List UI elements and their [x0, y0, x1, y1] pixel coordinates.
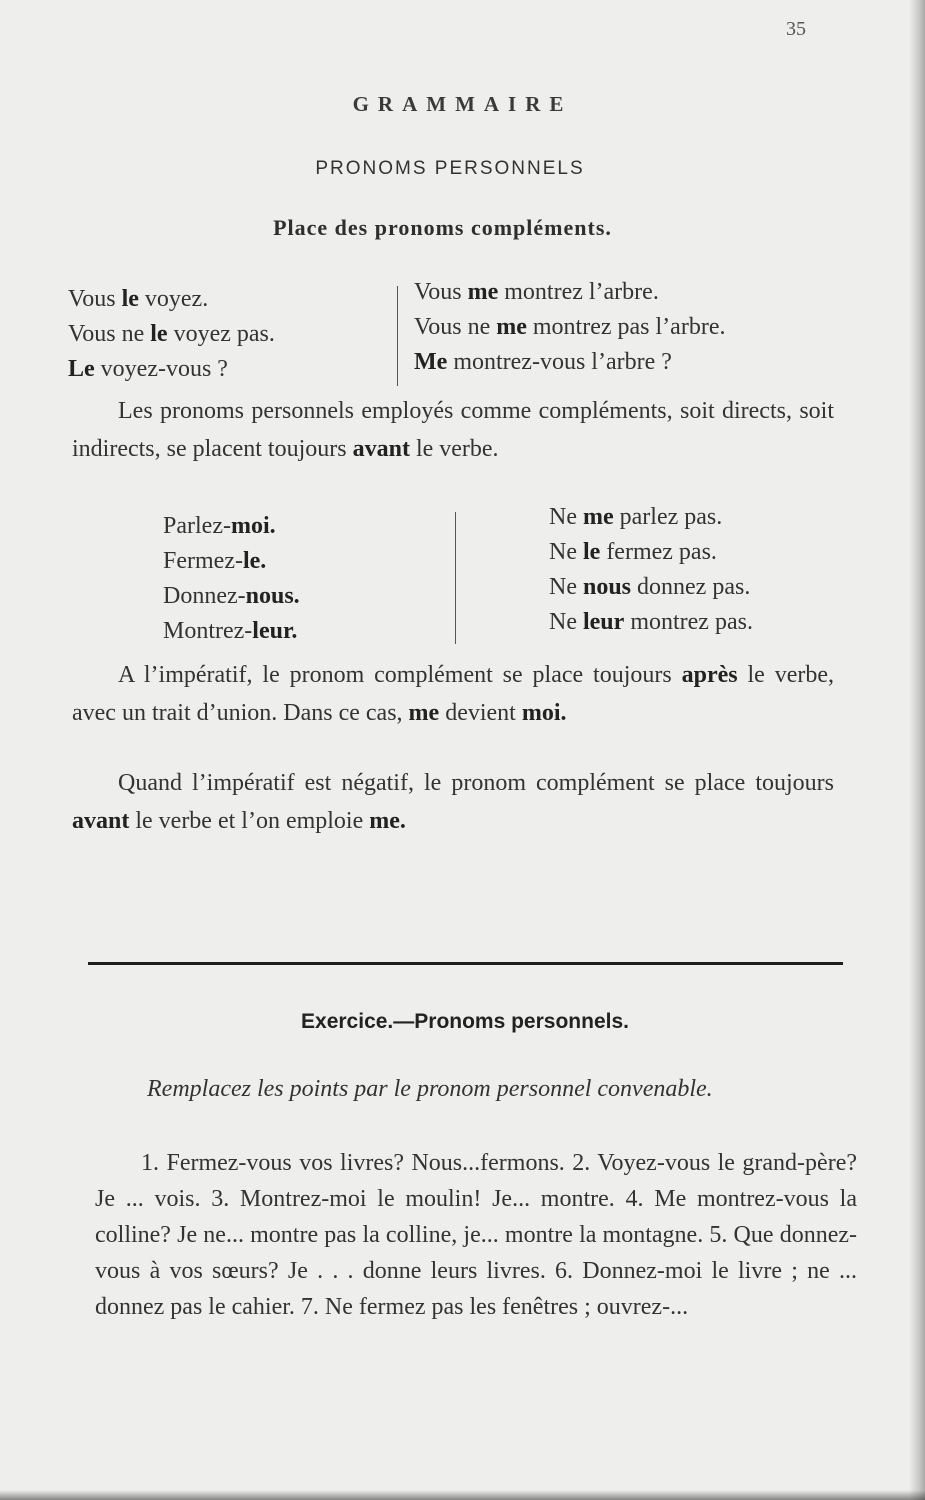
- page-number: 35: [786, 18, 806, 40]
- page-edge-shadow: [909, 0, 925, 1500]
- horizontal-rule: [88, 962, 843, 965]
- example-line: Le voyez-vous ?: [68, 356, 228, 382]
- rule-paragraph-3: Quand l’impératif est négatif, le pronom complément se place toujours avant le verbe et l’on emploie me.: [72, 770, 834, 834]
- example-line: Vous le voyez.: [68, 286, 209, 312]
- examples1-right: [414, 275, 725, 380]
- chapter-subtitle: PRONOMS PERSONNELS: [315, 158, 585, 179]
- example-line: Ne nous donnez pas.: [549, 574, 751, 600]
- example-line: Donnez-nous.: [163, 583, 300, 609]
- example-line: Ne le fermez pas.: [549, 539, 717, 565]
- exercise-text: 1. Fermez-vous vos livres? Nous...fermons. 2. Voyez-vous le grand-père? Je ... vois. 3. Montrez-moi le moulin! Je... montre. 4. Me montrez-vous la colline? Je ne... montre pas la colline, je... montre la montagne. 5. Que donnez-vous à vos sœurs? Je . . . donne leurs livres. 6. Donnez-moi le livre ; ne ... donnez pas le cahier. 7. Ne fermez pas les fenêtres ; ouvrez-...: [95, 1150, 857, 1320]
- rule-paragraph-1: Les pronoms personnels employés comme compléments, soit directs, soit indirects, se placent toujours avant le verbe.: [72, 398, 834, 462]
- section-heading: Place des pronoms compléments.: [273, 215, 612, 240]
- example-line: Me montrez-vous l’arbre ?: [414, 349, 672, 375]
- example-line: Vous ne me montrez pas l’arbre.: [414, 314, 726, 340]
- example-line: Fermez-le.: [163, 548, 267, 574]
- example-line: Ne me parlez pas.: [549, 504, 723, 530]
- example-line: Parlez-moi.: [163, 513, 276, 539]
- example-line: Vous me montrez l’arbre.: [414, 279, 659, 305]
- exercise-instruction: Remplacez les points par le pronom personnel convenable.: [147, 1076, 713, 1102]
- example-line: Vous ne le voyez pas.: [68, 321, 275, 347]
- page-bottom-shadow: [0, 1490, 925, 1500]
- rule-paragraph-2: A l’impératif, le pronom complément se place toujours après le verbe, avec un trait d’union. Dans ce cas, me devient moi.: [72, 662, 834, 726]
- examples1-left: [68, 282, 275, 387]
- example-line: Montrez-leur.: [163, 618, 298, 644]
- example-line: Ne leur montrez pas.: [549, 609, 753, 635]
- examples2-right: [549, 500, 753, 640]
- column-divider: [455, 512, 456, 644]
- exercise-title: Exercice.—Pronoms personnels.: [301, 1010, 629, 1033]
- column-divider: [397, 286, 398, 386]
- examples2-left: [163, 509, 300, 649]
- page-title: GRAMMAIRE: [352, 92, 573, 116]
